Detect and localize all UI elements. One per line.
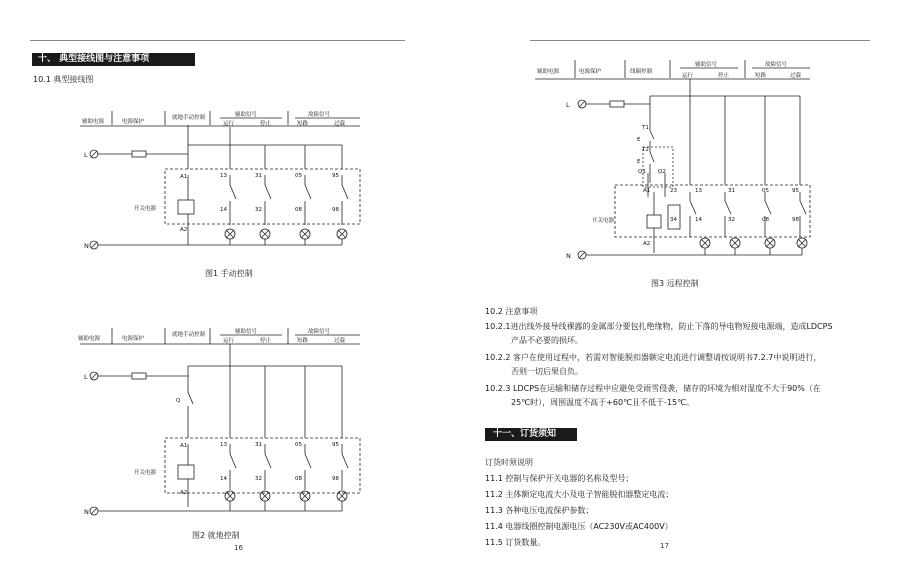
fig3-wiring-diagram <box>530 55 850 270</box>
note-line-4: 否则一切后果自负。 <box>511 367 583 376</box>
fig2-label-08: 08 <box>295 476 302 482</box>
order-item-2: 11.2 主体额定电流大小及电子智能脱扣器整定电流； <box>485 490 674 499</box>
right-page-number: 17 <box>660 542 669 550</box>
fig2-caption: 图2 就地控制 <box>192 531 240 540</box>
fig3-label-E1: E <box>637 137 641 143</box>
notes-heading: 10.2 注意事项 <box>485 307 538 316</box>
note-line-5: 10.2.3 LDCPS在运输和储存过程中应避免受雨雪侵袭，储存的环境为相对湿度不大于90%（在 <box>485 384 821 393</box>
fig1-label-short: 短路 <box>297 121 309 127</box>
fig3-label-switch-device: 开关电器 <box>592 218 615 224</box>
fig3-label-34: 34 <box>670 217 677 223</box>
fig2-wiring-diagram <box>60 322 420 516</box>
fig3-label-L: L <box>566 101 570 109</box>
fig2-label-power-protect: 电源保护 <box>122 336 145 342</box>
fig1-wiring-diagram <box>60 105 420 255</box>
order-item-5: 11.5 订货数量。 <box>485 538 546 547</box>
fig1-label-power-protect: 电源保护 <box>122 119 145 125</box>
fig2-label-98: 98 <box>332 476 339 482</box>
fig3-label-23: 23 <box>670 188 677 194</box>
fig2-label-05: 05 <box>295 442 302 448</box>
fig3-label-run: 运行 <box>682 73 694 79</box>
fig3-label-short: 短路 <box>755 73 767 79</box>
fig1-label-95: 95 <box>332 173 339 179</box>
fig2-label-switch-device: 开关电器 <box>134 470 157 476</box>
fig3-caption: 图3 远程控制 <box>651 279 699 288</box>
fig3-label-A2: A2 <box>643 241 651 247</box>
fig1-label-aux-signal: 辅助信号 <box>235 112 258 118</box>
fig1-label-08: 08 <box>295 207 302 213</box>
note-line-3: 10.2.2 客户在使用过程中，若需对智能脱扣器额定电流进行调整请按说明书7.2.7中说明进行， <box>485 353 822 362</box>
fig1-caption: 图1 手动控制 <box>205 269 253 278</box>
left-page-number: 16 <box>234 544 243 552</box>
fig3-label-Q1: Q1 <box>638 169 646 175</box>
fig1-label-05: 05 <box>295 173 302 179</box>
fig1-label-switch-device: 开关电器 <box>134 206 157 212</box>
fig1-label-L: L <box>84 151 88 159</box>
fig2-label-Q: Q <box>176 398 181 404</box>
note-line-2: 产品不必要的损坏。 <box>511 336 583 345</box>
order-intro: 订货时须说明 <box>485 458 533 467</box>
fig1-label-A1: A1 <box>180 174 188 180</box>
fig1-label-13: 13 <box>220 173 227 179</box>
fig1-label-aux-power: 辅助电源 <box>82 119 105 125</box>
fig2-label-13: 13 <box>220 442 227 448</box>
fig1-label-manual-control: 就地手动控制 <box>172 115 206 121</box>
fig3-label-98: 98 <box>792 217 799 223</box>
fig3-label-fault-signal: 故障信号 <box>765 62 788 68</box>
fig3-label-line-control: 线圈控制 <box>630 69 653 75</box>
fig2-label-14: 14 <box>220 476 227 482</box>
fig3-label-E2: E <box>637 159 641 165</box>
order-section-title: 十一、订货须知 <box>485 428 577 441</box>
fig3-label-N: N <box>566 252 571 260</box>
fig3-label-aux-power: 辅助电源 <box>537 69 560 75</box>
fig3-label-32: 32 <box>728 217 735 223</box>
fig3-label-14: 14 <box>695 217 702 223</box>
subsection-10-1: 10.1 典型接线图 <box>33 75 94 84</box>
order-item-1: 11.1 控制与保护开关电器的名称及型号； <box>485 474 634 483</box>
fig2-label-32: 32 <box>255 476 262 482</box>
fig1-label-31: 31 <box>255 173 262 179</box>
fig1-label-fault-signal: 故障信号 <box>308 112 331 118</box>
left-top-rule <box>30 40 405 41</box>
fig1-label-98: 98 <box>332 207 339 213</box>
fig3-label-05: 05 <box>762 188 769 194</box>
note-line-1: 10.2.1进出线外接导线裸露的金属部分要包扎绝缘物，防止下落的导电物短接电源端，造成LDCPS <box>485 322 833 331</box>
fig3-label-Q2: Q2 <box>658 169 666 175</box>
fig3-label-95: 95 <box>792 188 799 194</box>
fig2-label-run: 运行 <box>223 338 235 344</box>
fig1-label-A2: A2 <box>180 227 188 233</box>
fig1-label-14: 14 <box>220 207 227 213</box>
fig3-label-08: 08 <box>762 217 769 223</box>
fig1-label-32: 32 <box>255 207 262 213</box>
fig2-label-aux-signal: 辅助信号 <box>235 329 258 335</box>
fig3-label-T2: T2 <box>642 147 649 153</box>
fig3-label-T1: T1 <box>642 125 649 131</box>
fig3-label-power-protect: 电源保护 <box>579 69 602 75</box>
fig3-label-stop: 停止 <box>718 73 730 79</box>
fig2-label-A1: A1 <box>180 443 188 449</box>
fig1-label-N: N <box>84 242 89 250</box>
order-item-4: 11.4 电器线圈控制电源电压（AC230V或AC400V） <box>485 522 673 531</box>
fig2-label-overload: 过载 <box>334 338 346 344</box>
fig1-label-stop: 停止 <box>260 121 272 127</box>
fig2-label-L: L <box>84 373 88 381</box>
right-top-rule <box>530 40 870 41</box>
fig2-label-stop: 停止 <box>260 338 272 344</box>
fig3-label-31: 31 <box>728 188 735 194</box>
fig2-label-N: N <box>84 508 89 516</box>
fig3-label-overload: 过载 <box>790 73 802 79</box>
fig2-label-95: 95 <box>332 442 339 448</box>
note-line-6: 25℃时），周围温度不高于+60℃且不低于-15℃。 <box>511 398 695 407</box>
fig2-label-fault-signal: 故障信号 <box>308 329 331 335</box>
fig3-label-13: 13 <box>695 188 702 194</box>
fig2-label-aux-power: 辅助电源 <box>78 336 101 342</box>
fig1-label-run: 运行 <box>223 121 235 127</box>
fig2-label-local-control: 就地手动控制 <box>172 332 206 338</box>
fig1-label-overload: 过载 <box>334 121 346 127</box>
order-item-3: 11.3 各种电压电流保护参数； <box>485 506 594 515</box>
fig2-label-short: 短路 <box>297 338 309 344</box>
fig2-label-A2: A2 <box>180 490 188 496</box>
fig3-label-aux-signal: 辅助信号 <box>695 62 718 68</box>
fig2-label-31: 31 <box>255 442 262 448</box>
fig3-label-A1: A1 <box>643 188 651 194</box>
left-section-title: 十、 典型接线图与注意事项 <box>32 53 195 66</box>
